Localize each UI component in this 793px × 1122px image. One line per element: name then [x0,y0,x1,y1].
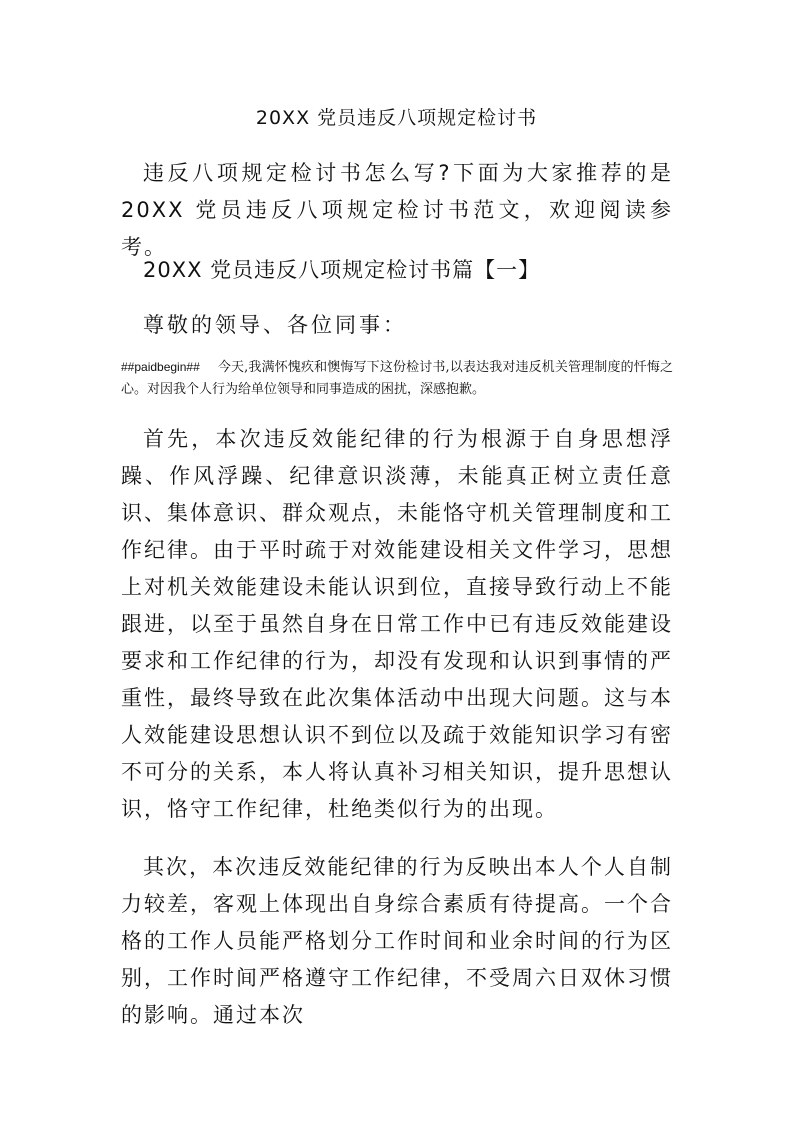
document-title: 20XX 党员违反八项规定检讨书 [255,107,538,129]
greeting-line: 尊敬的领导、各位同事： [143,313,407,337]
body-paragraph-2: 其次，本次违反效能纪律的行为反映出本人个人自制力较差，客观上体现出自身综合素质有待提高。一个合格的工作人员能严格划分工作时间和业余时间的行为区别，工作时间严格遵守工作纪律，不受周六日双休习惯的影响。通过本次 [121,855,673,1027]
paid-marker: ##paidbegin## [121,360,200,374]
small-paragraph [121,356,673,401]
body-paragraph-1: 首先，本次违反效能纪律的行为根源于自身思想浮躁、作风浮躁、纪律意识淡薄，未能真正树立责任意识、集体意识、群众观点，未能恪守机关管理制度和工作纪律。由于平时疏于对效能建设相关文件学习，思想上对机关效能建设未能认识到位，直接导致行动上不能跟进，以至于虽然自身在日常工作中已有违反效能建设要求和工作纪律的行为，却没有发现和认识到事情的严重性，最终导致在此次集体活动中出现大问题。这与本人效能建设思想认识不到位以及疏于效能知识学习有密不可分的关系，本人将认真补习相关知识，提升思想认识，恪守工作纪律，杜绝类似行为的出现。 [121,427,673,821]
small-paragraph-text: 今天,我满怀愧疚和懊悔写下这份检讨书,以表达我对违反机关管理制度的忏悔之心。对因我个人行为给单位领导和同事造成的困扰，深感抱歉。 [121,360,673,397]
section-heading: 20XX 党员违反八项规定检讨书篇【一】 [143,258,541,282]
intro-paragraph: 违反八项规定检讨书怎么写?下面为大家推荐的是 20XX 党员违反八项规定检讨书范文，欢迎阅读参考。 [121,161,673,259]
